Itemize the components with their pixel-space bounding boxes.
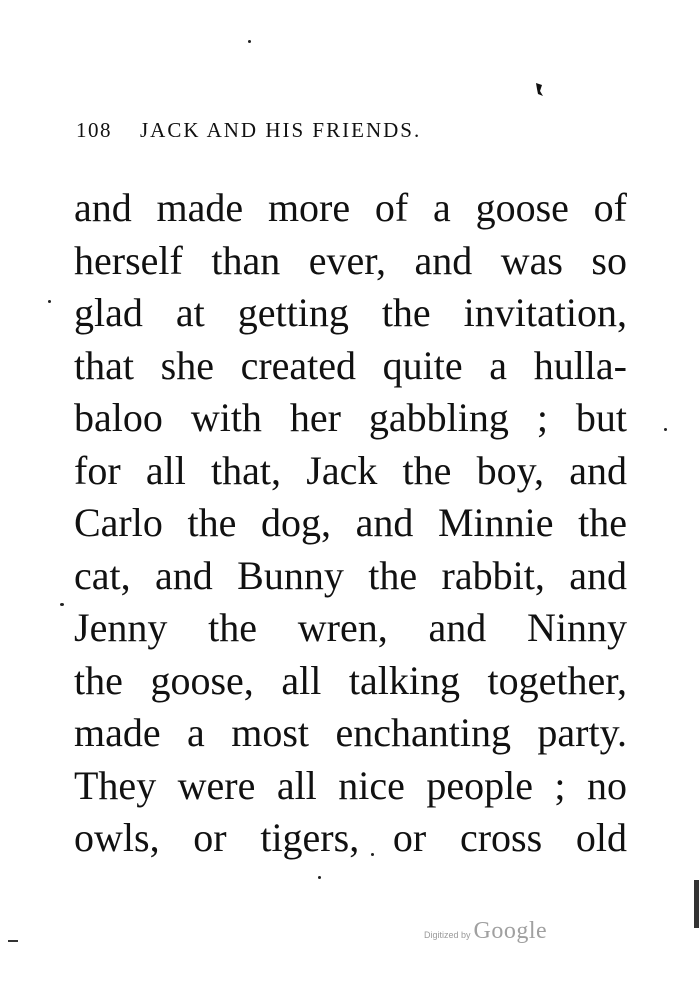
scan-edge-mark [694, 880, 699, 928]
digitization-credit [424, 918, 547, 945]
running-head [76, 118, 546, 143]
scan-edge-mark [8, 940, 18, 942]
scan-speck [664, 428, 667, 431]
scan-speck [248, 40, 251, 43]
text-line: Jenny the wren, and Ninny [74, 605, 627, 650]
credit-brand-logo: Google [473, 918, 548, 944]
scan-speck [48, 300, 51, 303]
text-line: and made more of a goose of [74, 185, 627, 230]
text-line: made a most enchanting party. [74, 710, 627, 755]
text-line: cat, and Bunny the rabbit, and [74, 552, 627, 598]
text-line: baloo with her gabbling ; but [74, 395, 627, 440]
text-line: owls, or tigers, or cross old [74, 815, 627, 860]
printer-mark [534, 82, 544, 98]
text-line: Carlo the dog, and Minnie the [74, 500, 627, 545]
credit-prefix: Digitized by [424, 930, 471, 940]
text-line: They were all nice people ; no [74, 762, 627, 808]
scan-speck [60, 603, 64, 606]
text-line: glad at getting the invitation, [74, 290, 627, 335]
text-line: the goose, all talking together, [74, 657, 627, 703]
text-line: that she created quite a hulla- [74, 342, 627, 388]
scan-speck [318, 876, 321, 879]
text-line: for all that, Jack the boy, and [74, 447, 627, 493]
page-number: 108 [76, 118, 112, 142]
running-title: JACK AND HIS FRIENDS. [140, 118, 422, 142]
text-line: herself than ever, and was so [74, 237, 627, 283]
body-text [74, 182, 627, 865]
